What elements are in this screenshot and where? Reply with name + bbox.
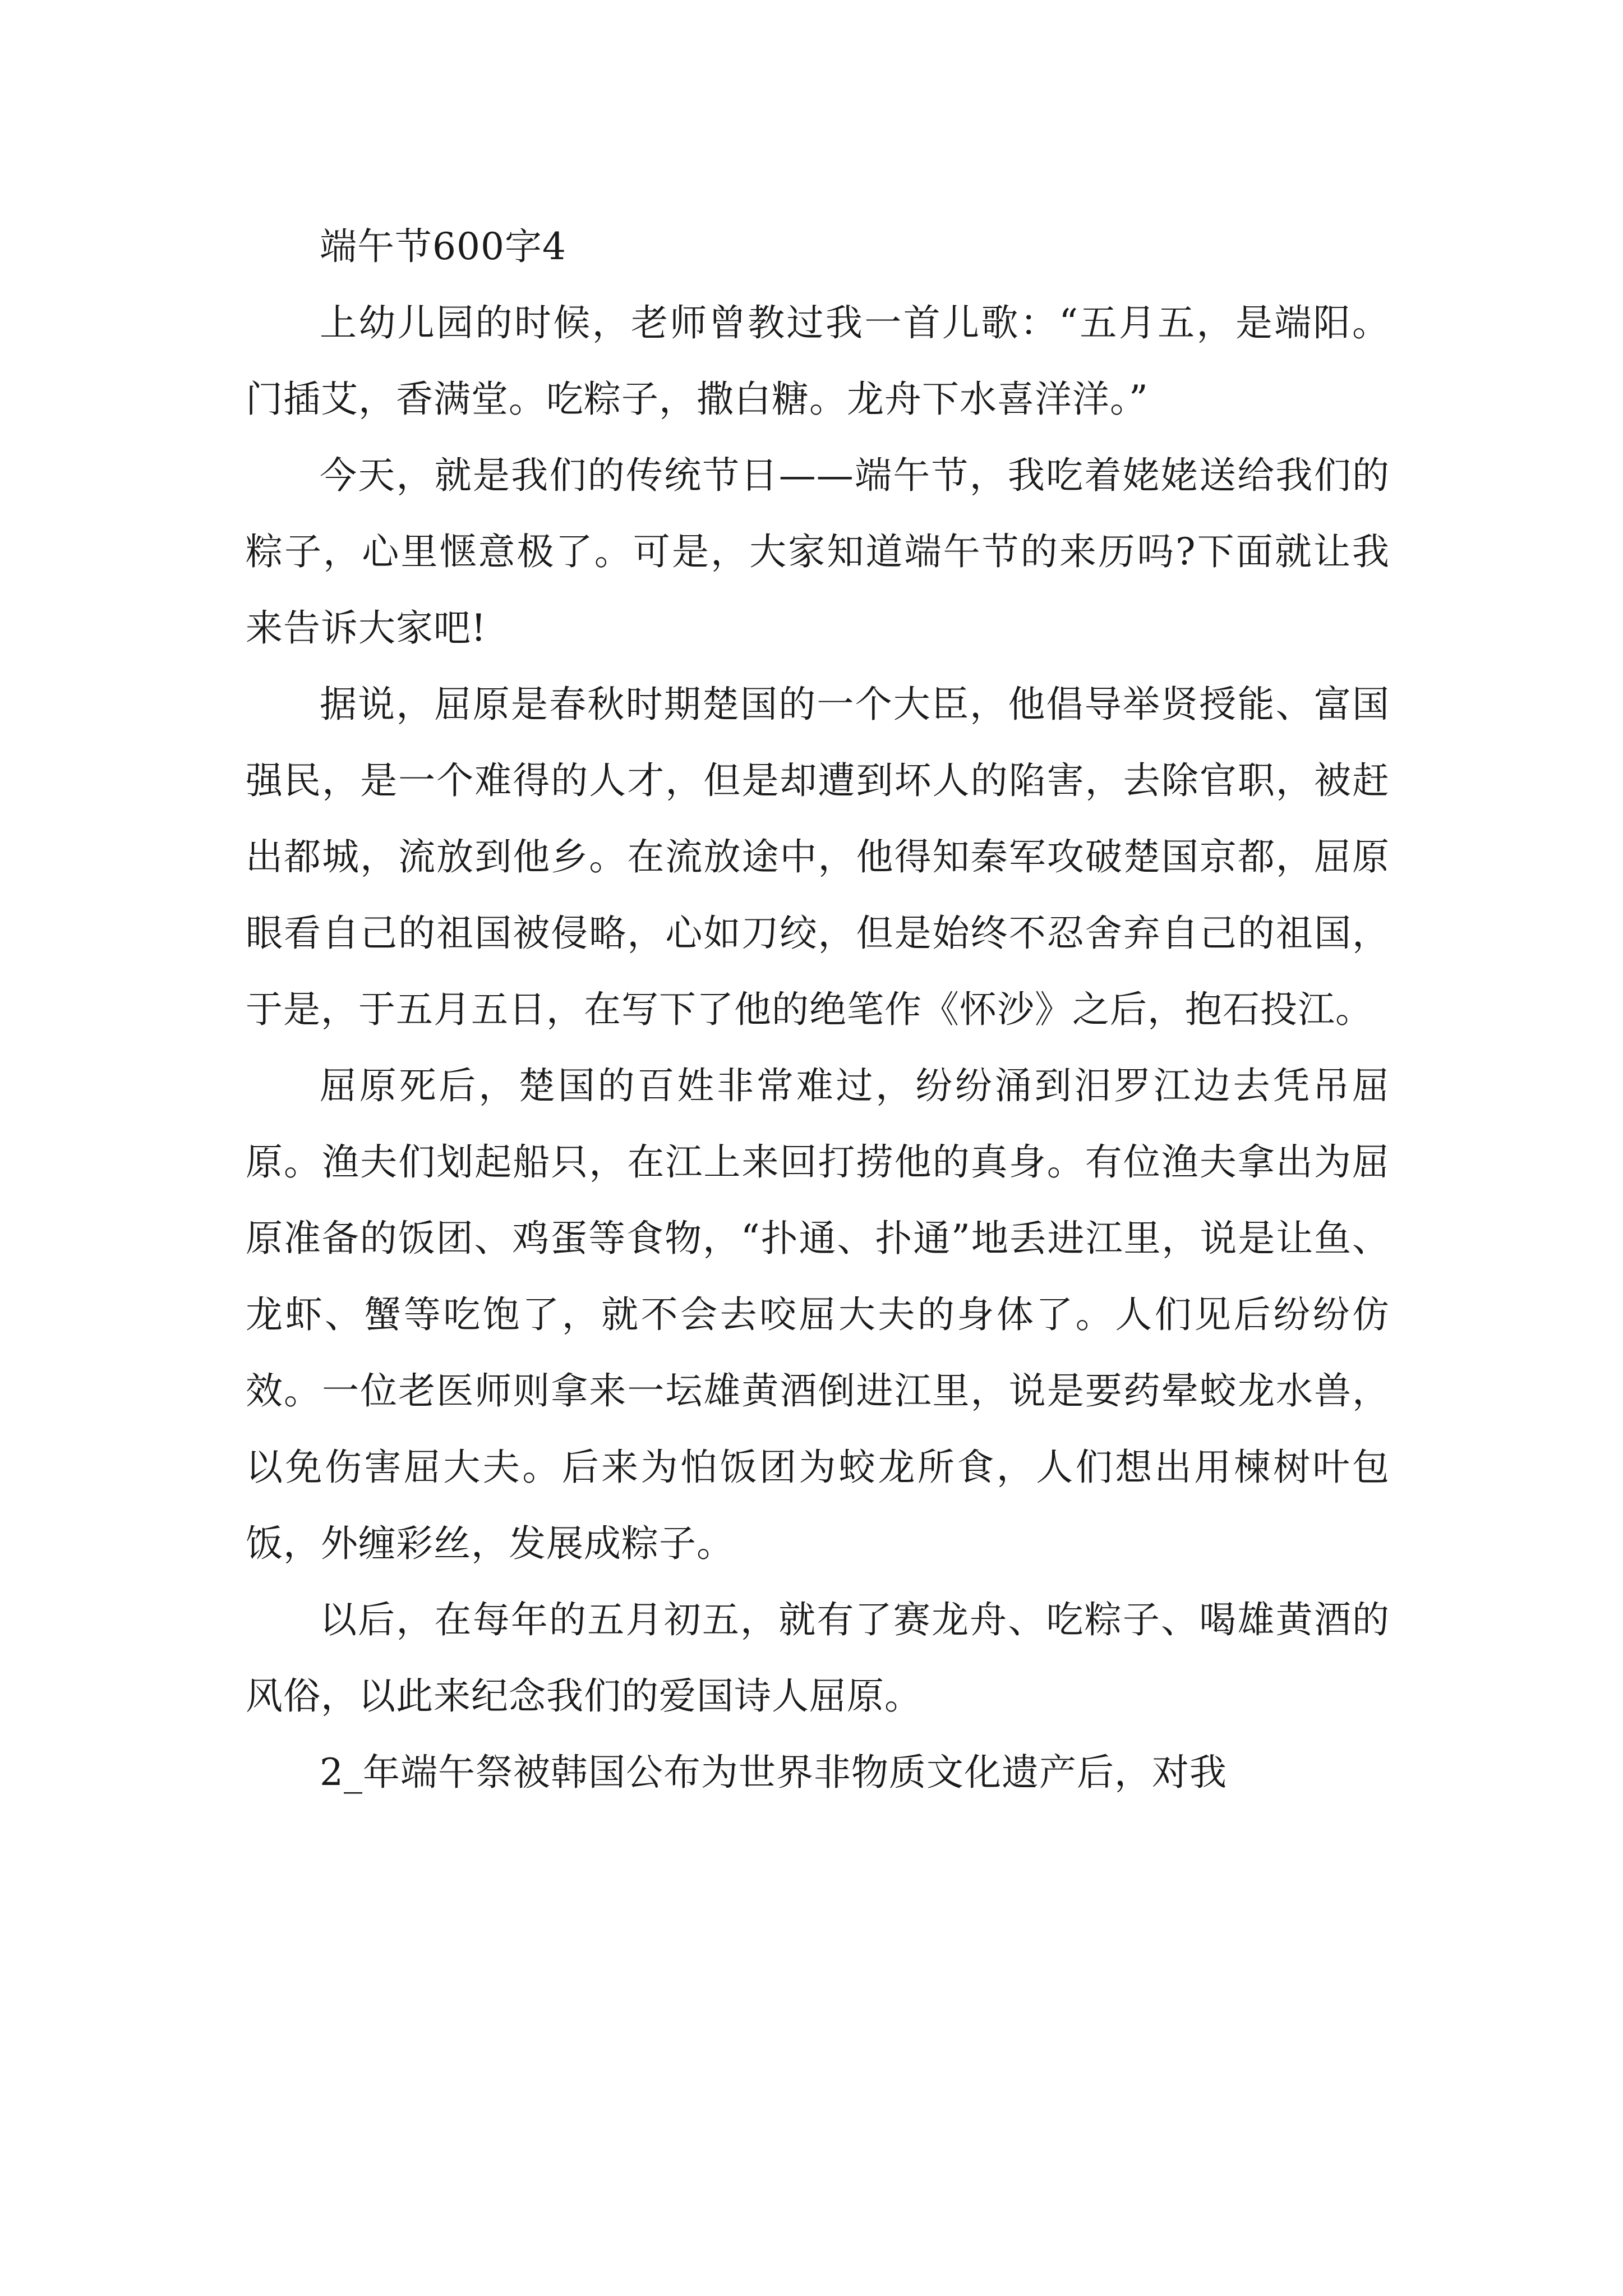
paragraph: 今天，就是我们的传统节日——端午节，我吃着姥姥送给我们的粽子，心里惬意极了。可是，大家知道端午节的来历吗?下面就让我来告诉大家吧! — [246, 454, 1390, 650]
paragraph: 据说，屈原是春秋时期楚国的一个大臣，他倡导举贤授能、富国强民，是一个难得的人才，但是却遭到坏人的陷害，去除官职，被赶出都城，流放到他乡。在流放途中，他得知秦军攻破楚国京都，屈原眼看自己的祖国被侵略，心如刀绞，但是始终不忍舍弃自己的祖国，于是，于五月五日，在写下了他的绝笔作《怀沙》之后，抱石投江。 — [246, 683, 1390, 1031]
paragraph: 以后，在每年的五月初五，就有了赛龙舟、吃粽子、喝雄黄酒的风俗，以此来纪念我们的爱国诗人屈原。 — [246, 1598, 1390, 1718]
document-title: 端午节600字4 — [320, 225, 566, 268]
paragraph: 2_年端午祭被韩国公布为世界非物质文化遗产后，对我 — [320, 1751, 1227, 1794]
paragraph: 上幼儿园的时候，老师曾教过我一首儿歌：“五月五，是端阳。门插艾，香满堂。吃粽子，撒白糖。龙舟下水喜洋洋。” — [246, 301, 1390, 421]
paragraph: 屈原死后，楚国的百姓非常难过，纷纷涌到汨罗江边去凭吊屈原。渔夫们划起船只，在江上来回打捞他的真身。有位渔夫拿出为屈原准备的饭团、鸡蛋等食物，“扑通、扑通”地丢进江里，说是让鱼、龙虾、蟹等吃饱了，就不会去咬屈大夫的身体了。人们见后纷纷仿效。一位老医师则拿来一坛雄黄酒倒进江里，说是要药晕蛟龙水兽，以免伤害屈大夫。后来为怕饭团为蛟龙所食，人们想出用楝树叶包饭，外缠彩丝，发展成粽子。 — [246, 1064, 1390, 1565]
document-body — [246, 209, 1390, 1811]
